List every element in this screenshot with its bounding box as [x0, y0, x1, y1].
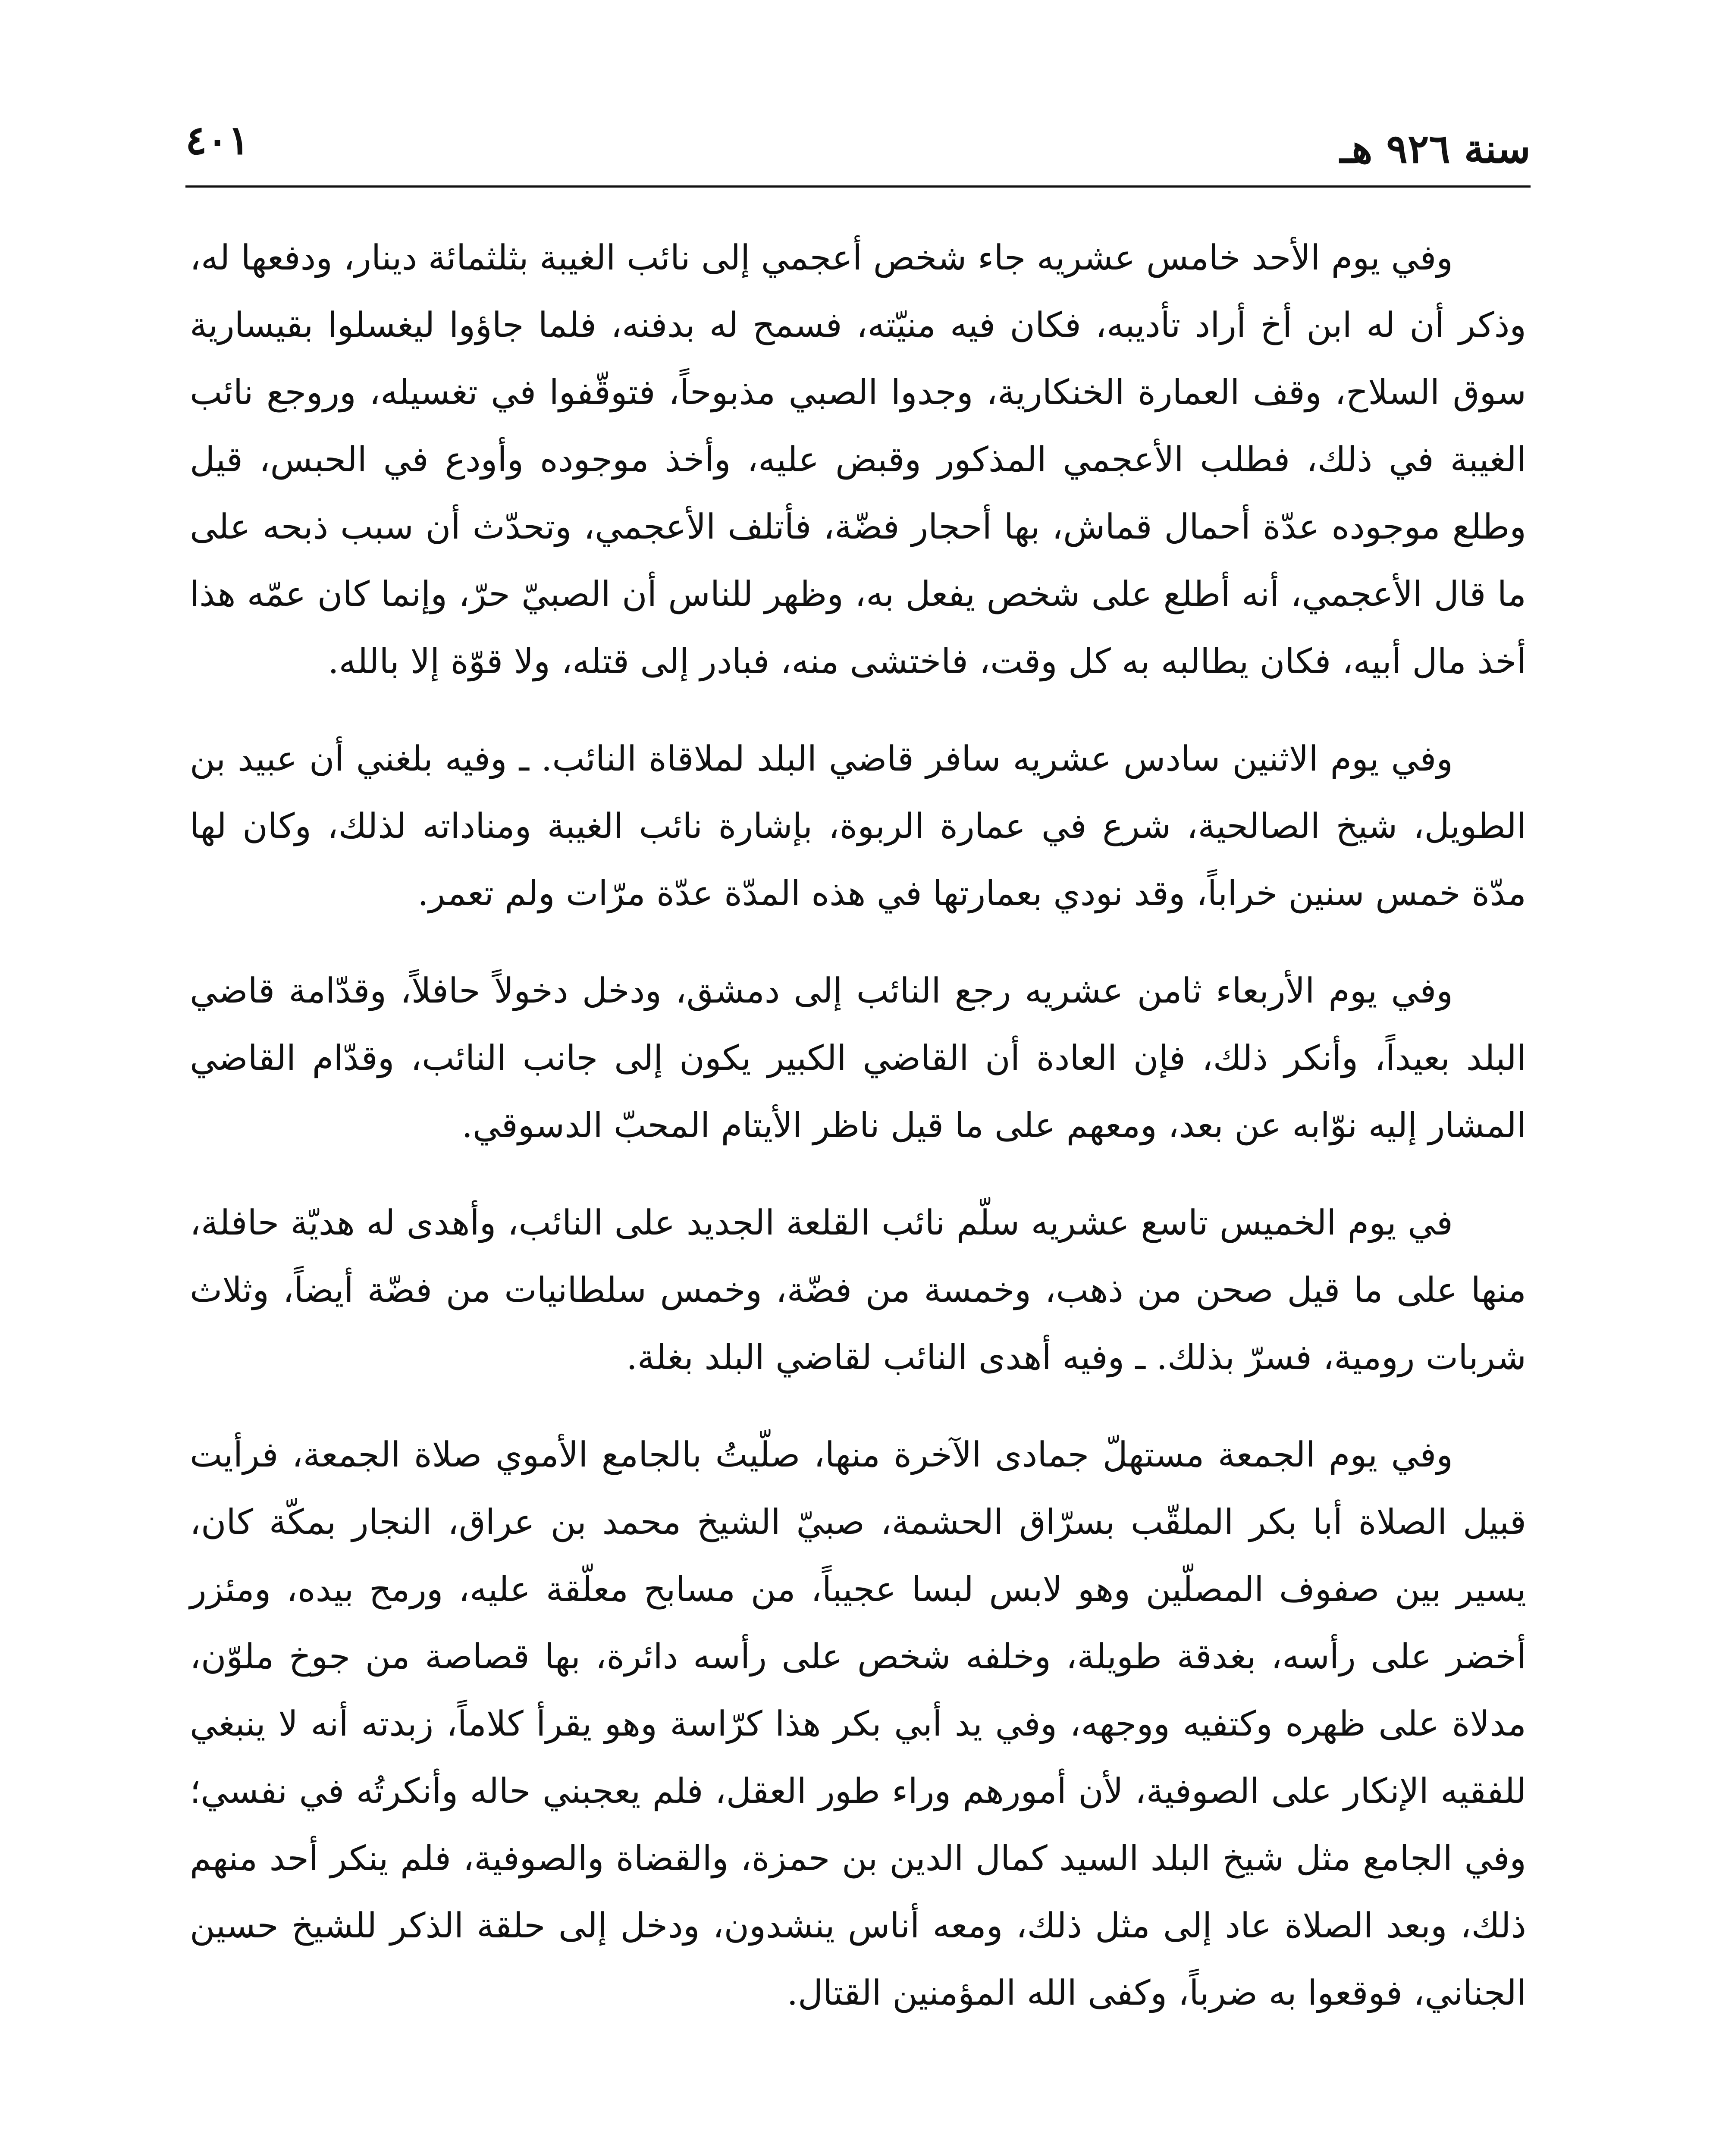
main-text — [190, 224, 1526, 2057]
header-divider — [185, 185, 1531, 188]
page-number: ٤٠١ — [185, 117, 250, 163]
running-title: سنة ٩٢٦ هـ — [1340, 125, 1531, 172]
page-header — [185, 108, 1531, 194]
paragraph: وفي يوم الأربعاء ثامن عشريه رجع النائب إلى دمشق، ودخل دخولاً حافلاً، وقدّامة قاضي البلد بعيداً، وأنكر ذلك، فإن العادة أن القاضي الكبير يكون إلى جانب النائب، وقدّام القاضي المشار إليه نوّابه عن بعد، ومعهم على ما قيل ناظر الأيتام المحبّ الدسوقي. — [190, 971, 1526, 1145]
paragraph: في يوم الخميس تاسع عشريه سلّم نائب القلعة الجديد على النائب، وأهدى له هديّة حافلة، منها على ما قيل صحن من ذهب، وخمسة من فضّة، وخمس سلطانيات من فضّة أيضاً، وثلاث شربات رومية، فسرّ بذلك. ـ وفيه أهدى النائب لقاضي البلد بغلة. — [190, 1203, 1526, 1377]
paragraph: وفي يوم الاثنين سادس عشريه سافر قاضي البلد لملاقاة النائب. ـ وفيه بلغني أن عبيد بن الطويل، شيخ الصالحية، شرع في عمارة الربوة، بإشارة نائب الغيبة ومناداته لذلك، وكان لها مدّة خمس سنين خراباً، وقد نودي بعمارتها في هذه المدّة عدّة مرّات ولم تعمر. — [190, 739, 1527, 913]
paragraph: وفي يوم الجمعة مستهلّ جمادى الآخرة منها، صلّيتُ بالجامع الأموي صلاة الجمعة، فرأيت قبيل الصلاة أبا بكر الملقّب بسرّاق الحشمة، صبيّ الشيخ محمد بن عراق، النجار بمكّة كان، يسير بين صفوف المصلّين وهو لابس لبسا عجيباً، من مسابح معلّقة عليه، ورمح بيده، ومئزر أخضر على رأسه، بغدقة طويلة، وخلفه شخص على رأسه دائرة، بها قصاصة من جوخ ملوّن، مدلاة على ظهره وكتفيه ووجهه، وفي يد أبي بكر هذا كرّاسة وهو يقرأ كلاماً، زبدته أنه لا ينبغي للفقيه الإنكار على الصوفية، لأن أمورهم وراء طور العقل، فلم يعجبني حاله وأنكرتُه في نفسي؛ وفي الجامع مثل شيخ البلد السيد كمال الدين بن حمزة، والقضاة والصوفية، فلم ينكر أحد منهم ذلك، وبعد الصلاة عاد إلى مثل ذلك، ومعه أناس ينشدون، ودخل إلى حلقة الذكر للشيخ حسين الجناني، فوقعوا به ضرباً، وكفى الله المؤمنين القتال. — [190, 1435, 1527, 2013]
paragraph: وفي يوم الأحد خامس عشريه جاء شخص أعجمي إلى نائب الغيبة بثلثمائة دينار، ودفعها له، وذكر أن له ابن أخ أراد تأديبه، فكان فيه منيّته، فسمح له بدفنه، فلما جاؤوا ليغسلوا بقيسارية سوق السلاح، وقف العمارة الخنكارية، وجدوا الصبي مذبوحاً، فتوقّفوا في تغسيله، وروجع نائب الغيبة في ذلك، فطلب الأعجمي المذكور وقبض عليه، وأخذ موجوده وأودع في الحبس، قيل وطلع موجوده عدّة أحمال قماش، بها أحجار فضّة، فأتلف الأعجمي، وتحدّث أن سبب ذبحه على ما قال الأعجمي، أنه أطلع على شخص يفعل به، وظهر للناس أن الصبيّ حرّ، وإنما كان عمّه هذا أخذ مال أبيه، فكان يطالبه به كل وقت، فاختشى منه، فبادر إلى قتله، ولا قوّة إلا بالله. — [190, 238, 1527, 681]
